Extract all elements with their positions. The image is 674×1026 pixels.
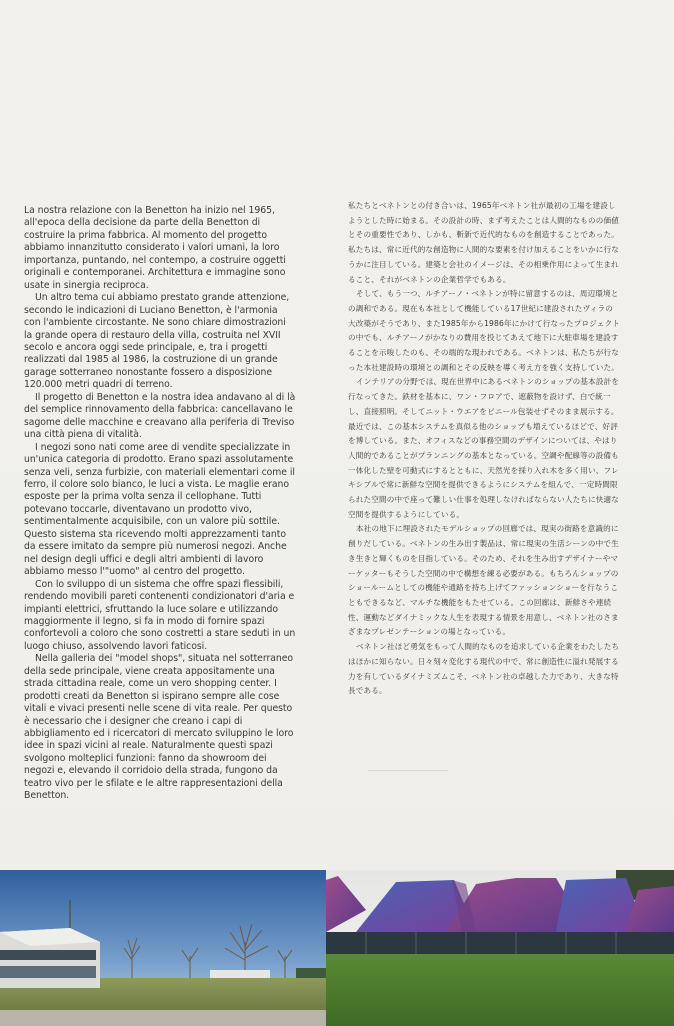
paragraph: そして、もう一つ、ルチアーノ・ベネトンが特に留意するのは、周辺環境との調和である。現在も本社として機能している17世紀に建設されたヴィラの大改築がそうであり、また1985年から1986年にかけて行なったプロジェクトの中でも、ルチアーノがかなりの費用を投じてあえて地下に大駐車場を建設することを示唆したのも、その端的な現われである。ベネトンは、私たちが行なった本社建設時の環境との調和とその反映を導く考え方を強く支持していた。 (348, 289, 621, 372)
japanese-text-column (348, 199, 620, 699)
paragraph: Un altro tema cui abbiamo prestato grande attenzione, secondo le indicazioni di Luciano Benetton, è l'armonia con l'ambiente circostante. Ne sono chiare dimostrazioni la grande opera di restauro della villa, costruita nel XVII secolo e ancora oggi sede principale, e, tra i progetti realizzati dal 1985 al 1986, la costruzione di un grande garage sotterraneo nonostante fossero a disposizione 120.000 metri quadri di terreno. (24, 292, 290, 391)
paragraph: インテリアの分野では、現在世界中にあるベネトンのショップの基本設計を行なってきた。鉄材を基本に、ワン・フロアで、遮蔽物を設けず、白で統一し、直接照明。そしてニット・ウエアをビニール包装せずそのまま展示する。最近では、この基本システムを真似る他のショップも増えているほどで、好評を博している。また、オフィスなどの事務空間のデザインについては、やはり人間的であることがプランニングの基本となっている。空調や配線等の設備も一体化した壁を可動式にするとともに、天然光を採り入れ木を多く用い、フレキシブルで常に新鮮な空間を提供できるようにシステムを組んで、一定時間限られた空間の中で座って難しい仕事を処理しなければならない人たちに快適な空間を提供するようにしている。 (348, 377, 620, 519)
paragraph: 本社の地下に埋設されたモデルショップの回廊では、現実の街路を意識的に創りだしている。ベネトンの生み出す製品は、常に現実の生活シーンの中で生き生きと輝くものを目指している。そのため、それを生み出すデザイナーやマーケッターもそうした空間の中で構想を練る必要がある。もちろんショップのショールームとしての機能や通路を持ち上げてファッションショーを行なうこともできるなど、マルチな機能をもたせている。この回廊は、新鮮さや連続性、運動などダイナミックな人生を表現する情景を用意し、ベネトン社のさまざまなプレゼンテーションの場となっている。 (348, 524, 619, 637)
paragraph: Nella galleria dei "model shops", situata nel sotterraneo della sede principale, viene creata appositamente una strada cittadina reale, come un vero shopping center. I prodotti creati da Benetton si ispirano sempre alle cose vitali e vivaci presenti nelle scene di vita reale. Per questo è necessario che i designer che creano i capi di abbigliamento ed i ricercatori di mercato sviluppino le loro idee in spazi vicini al reale. Naturalmente questi spazi svolgono molteplici funzioni: fanno da showroom dei negozi e, elevando il corridoio della strada, fungono da teatro vivo per le sfilate e le altre rappresentazioni della Benetton. (24, 653, 294, 802)
paragraph: I negozi sono nati come aree di vendite specializzate in un'unica categoria di prodotto. Erano spazi assolutamente senza veli, senza furbizie, con materiali elementari come il ferro, il colore solo bianco, le luci a vista. Le maglie erano esposte per la prima volta senza il cellophane. Tutti potevano toccarle, diventavano un prodotto vivo, sentimentalmente acquisibile, con un valore più sottile. Questo sistema sta ricevendo molti apprezzamenti tanto da essere imitato da sempre più numerosi negozi. Anche nel design degli uffici e degli altri ambienti di lavoro abbiamo messo l'"uomo" al centro del progetto. (24, 441, 295, 578)
italian-text-column (24, 205, 296, 803)
factory-building-photo (0, 870, 326, 1026)
paragraph: Con lo sviluppo di un sistema che offre spazi flessibili, rendendo movibili pareti contenenti condizionatori d'aria e impianti elettrici, sfruttando la luce solare e utilizzando maggiormente il legno, si fa in modo di fornire spazi confortevoli a coloro che sono costretti a stare seduti in un luogo chiuso, assolvendo lavori faticosi. (24, 578, 296, 652)
paragraph: 私たちとベネトンとの付き合いは、1965年ベネトン社が最初の工場を建設しようとした時に始まる。その設計の時、まず考えたことは人間的なものの価値とその重要性であり、しかも、斬新で近代的なものを創造することであった。私たちは、常に近代的な創造物に人間的な要素を付け加えることをいかに行なうかに注目している。建築と会社のイメージは、その相乗作用によって生まれること、それがベネトンの企業哲学でもある。 (348, 201, 620, 284)
paragraph: Il progetto di Benetton e la nostra idea andavano al di là del semplice rinnovamento della fabbrica: cancellavano le sagome delle macchine e creavano alla periferia di Treviso una città piena di vitalità. (24, 391, 296, 441)
purple-roofs-photo (326, 870, 674, 1026)
paragraph: ベネトン社ほど勇気をもって人間的なものを追求している企業をわたしたちはほかに知らない。日々刻々変化する現代の中で、常に創造性に溢れ発展する力を有しているダイナミズムこそ、ベネトン社の卓越した力であり、大きな特長である。 (348, 642, 620, 696)
paragraph: La nostra relazione con la Benetton ha inizio nel 1965, all'epoca della decisione da parte della Benetton di costruire la prima fabbrica. Al momento del progetto abbiamo innanzitutto considerato i valori umani, la loro importanza, puntando, nel contempo, a costruire oggetti originali e contemporanei. Architettura e immagine sono usate in sinergia reciproca. (24, 205, 286, 291)
divider (368, 770, 448, 771)
